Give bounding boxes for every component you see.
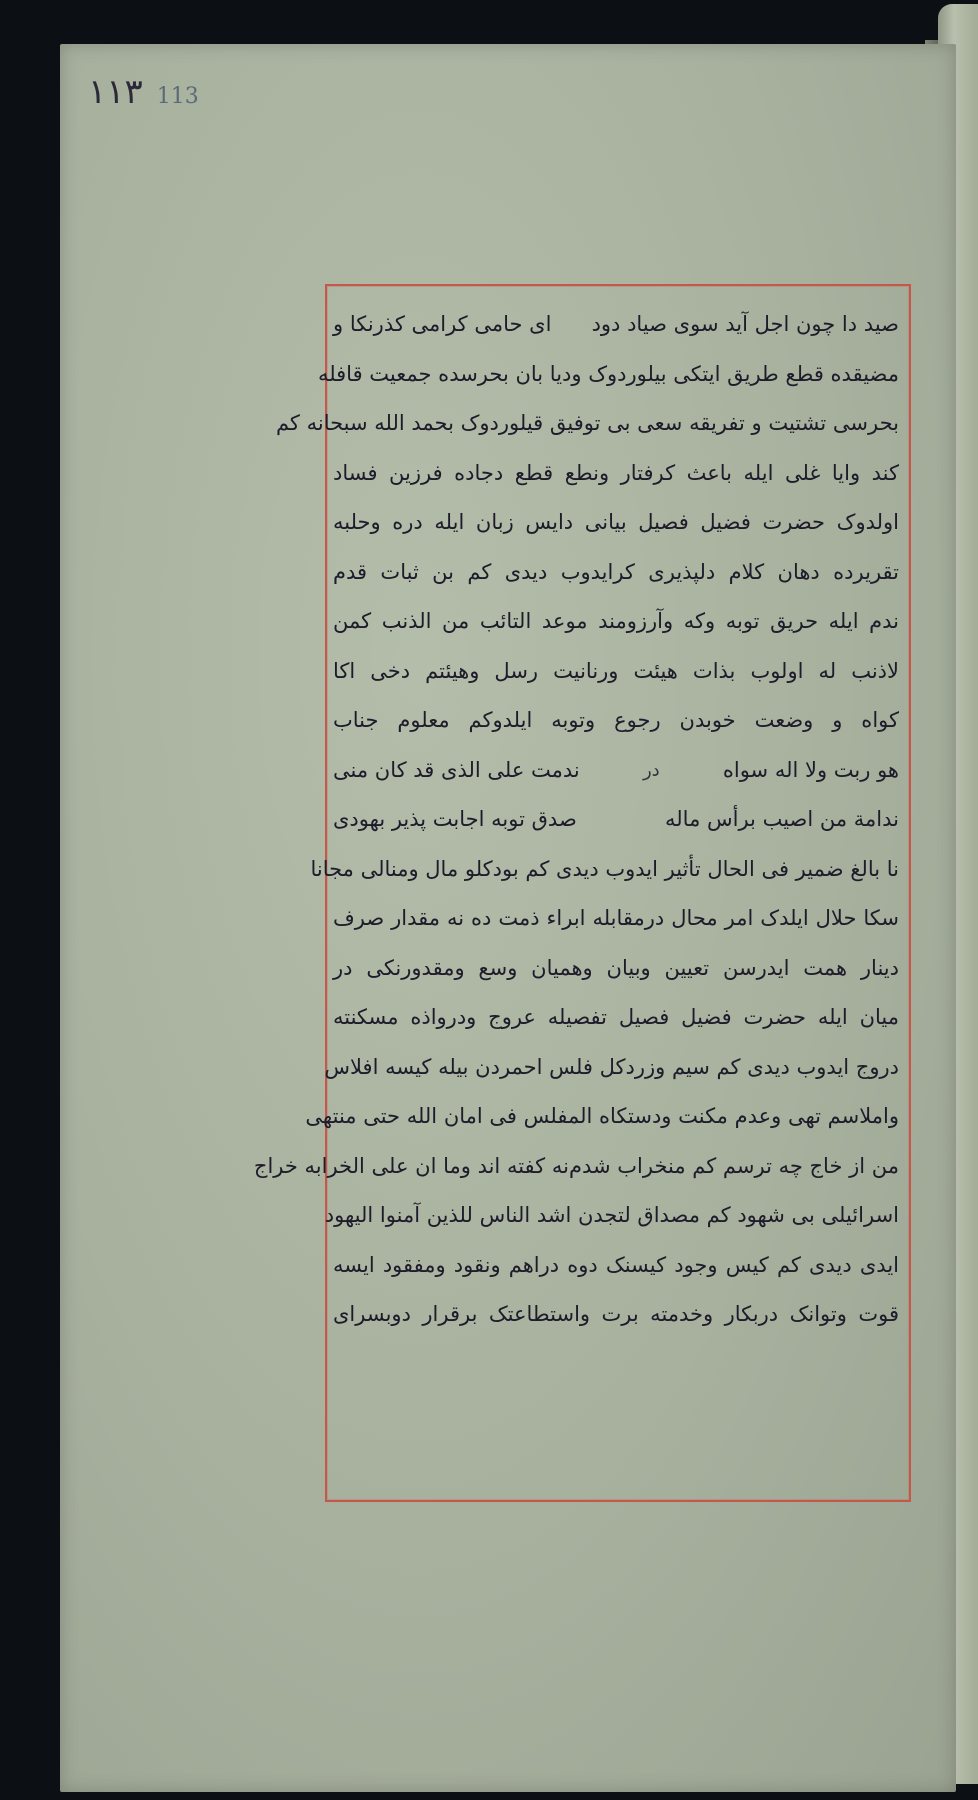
verse-line <box>333 795 899 845</box>
verse-hemistich-left: نه کفته اند وما ان علی الخرابه خراج <box>253 1153 569 1178</box>
verse-line <box>333 746 899 796</box>
text-line: مضیقده قطع طریق ایتکی بیلوردوک ودیا بان بحرسده جمعیت قافله <box>317 361 899 386</box>
verse-hemistich-left: ندمت علی الذی قد کان منی <box>333 757 580 782</box>
verse-hemistich-right: ندامة من اصیب برأس ماله <box>665 807 899 831</box>
text-line: نا بالغ ضمیر فی الحال تأثیر ایدوب دیدی کم بودکلو مال ومنالی مجانا <box>310 856 899 881</box>
text-line: تقریرده دهان کلام دلپذیری کرایدوب دیدی کم بن ثبات قدم <box>333 559 899 584</box>
text-line: قوت وتوانک دربکار وخدمته برت واستطاعتک برقرار دوبسرای <box>333 1302 899 1326</box>
text-line: کند وایا غلی ایله باعث کرفتار ونطع قطع دجاده فرزین فساد <box>333 460 899 485</box>
text-block <box>253 300 899 1490</box>
folio-number-ink: ١١٣ <box>88 72 143 112</box>
verse-hemistich-left: ای حامی کرامی کذرنکا و <box>333 312 552 336</box>
text-line: میان ایله حضرت فضیل فصیل تفصیله عروج ودرواذه مسکنته <box>333 1005 899 1029</box>
verse-hemistich-right: من از خاج چه ترسم کم منخراب شدم <box>568 1153 899 1178</box>
folio-number-pencil: 113 <box>156 84 199 109</box>
text-line: سکا حلال ایلدک امر محال درمقابله ابراء ذمت ده نه مقدار صرف <box>333 906 899 930</box>
text-line: اولدوک حضرت فضیل فصیل بیانی دایس زبان ایله دره وحلبه <box>333 510 899 534</box>
text-line: بحرسی تشتیت و تفریقه سعی بی توفیق قیلوردوک بحمد الله سبحانه کم <box>275 411 899 435</box>
verse-separator: در <box>642 759 660 781</box>
text-line: دینار همت ایدرسن تعیین وبیان وهمیان وسع ومقدورنکی در <box>333 955 899 980</box>
text-line: لاذنب له اولوب بذات هیئت ورنانیت رسل وهیئتم دخی اکا <box>333 658 899 683</box>
text-line: ایدی دیدی کم کیس وجود کیسنک دوه دراهم ونقود ومفقود ایسه <box>333 1252 899 1277</box>
text-line: واملاسم تهی وعدم مکنت ودستکاه المفلس فی امان الله حتی منتهی <box>305 1104 899 1128</box>
folio-number <box>88 72 199 112</box>
verse-line <box>253 1142 899 1192</box>
verse-hemistich-right: هو ربت ولا اله سواه <box>722 757 899 782</box>
text-line: اسرائیلی بی شهود کم مصداق لتجدن اشد الناس للذین آمنوا الیهود <box>324 1203 899 1227</box>
text-line: دروج ایدوب دیدی کم سیم وزردکل فلس احمردن بیله کیسه افلاس <box>324 1054 899 1079</box>
text-line: کواه و وضعت خوبدن رجوع وتوبه ایلدوکم معلوم جناب <box>333 708 899 732</box>
text-line: ندم ایله حریق توبه وکه وآرزومند موعد التائب من الذنب کمن <box>333 609 899 633</box>
verse-hemistich-left: صدق توبه اجابت پذیر بهودی <box>333 807 577 831</box>
verse-hemistich-right: صید دا چون اجل آید سوی صیاد دود <box>591 312 899 336</box>
verse-line <box>333 300 899 350</box>
